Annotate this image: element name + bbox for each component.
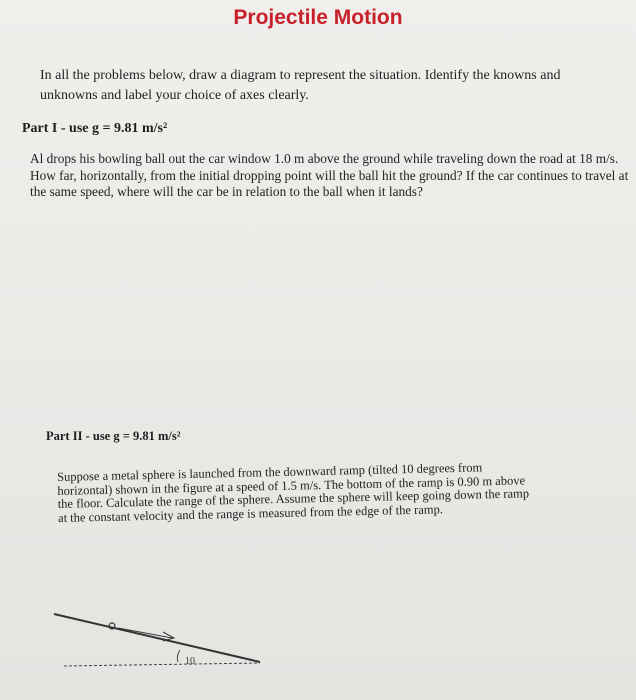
part1-heading: Part I - use g = 9.81 m/s² [22, 121, 168, 136]
angle-arc [177, 650, 180, 662]
part2-problem-text: Suppose a metal sphere is launched from the downward ramp (tilted 10 degrees from horizontal) shown in the figure at a speed of 1.5 m/s. The bottom of the ramp is 0.90 m above the floor. Calculate the range of the sphere. Assume the sphere will keep going down the ramp at the constant velocity and the range is measured from the edge of the ramp. [56, 460, 530, 525]
part1-problem-text: Al drops his bowling ball out the car window 1.0 m above the ground while traveling down the road at 18 m/s. How far, horizontally, from the initial dropping point will the ball hit the ground? If the car continues to travel at the same speed, where will the car be in relation to the ball when it lands? [30, 151, 629, 199]
ramp-line [54, 614, 260, 662]
ramp-figure [50, 600, 280, 680]
angle-label: 10 [185, 656, 195, 667]
page-title: Projectile Motion [233, 6, 403, 29]
intro-paragraph: In all the problems below, draw a diagram to represent the situation. Identify the knowns and unknowns and label your choice of axes clearly. [40, 68, 561, 103]
horizontal-reference-line [64, 663, 260, 666]
part2-heading: Part II - use g = 9.81 m/s² [46, 429, 181, 443]
